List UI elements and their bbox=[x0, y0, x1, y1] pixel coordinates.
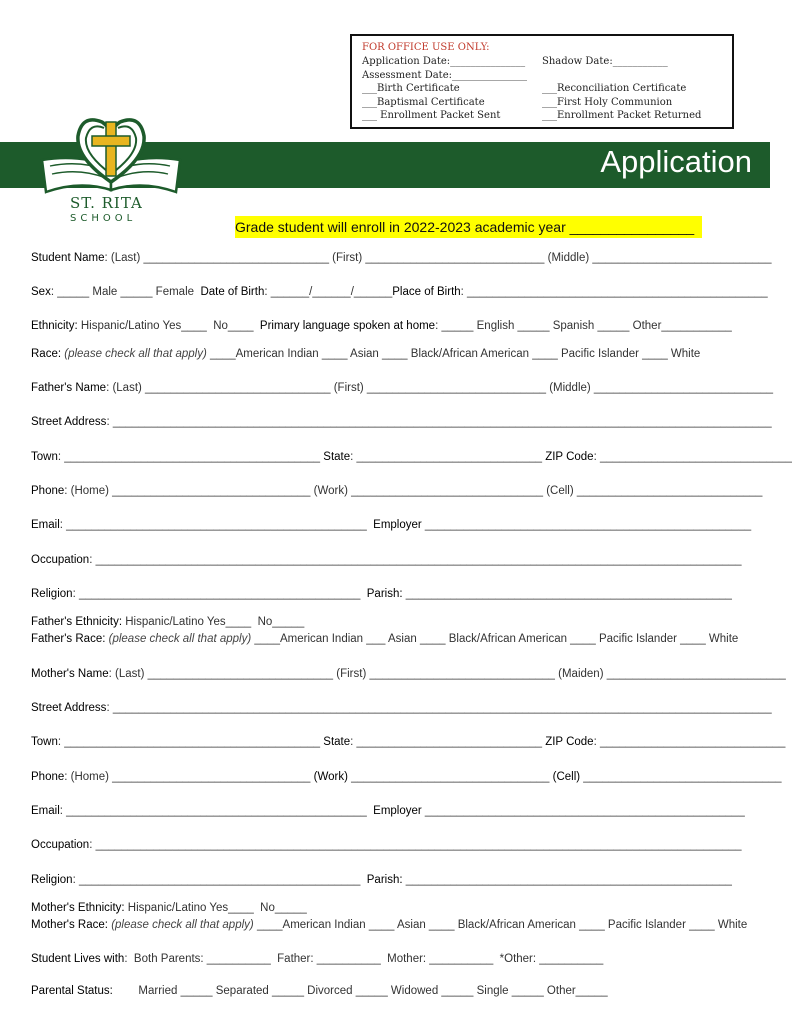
form-row bbox=[31, 874, 731, 886]
grade-enroll-field[interactable]: Grade student will enroll in 2022-2023 academic year ________________ bbox=[235, 216, 702, 238]
field-blank[interactable]: : _____________________________________________________________________________________________________ bbox=[89, 839, 742, 851]
field-label: Parental Status: bbox=[31, 985, 113, 997]
form-row bbox=[31, 348, 731, 360]
form-row bbox=[31, 519, 752, 531]
field-label: Religion bbox=[31, 588, 73, 600]
field-label: Race: bbox=[31, 348, 62, 360]
field-blank[interactable]: : (Home) _______________________________ (Work) ______________________________ (Cell) _____________________________ bbox=[64, 485, 763, 497]
field-blank[interactable]: Hispanic/Latino Yes____ No_____ bbox=[122, 616, 305, 628]
form-row bbox=[31, 485, 763, 497]
field-label: Occupation bbox=[31, 839, 90, 851]
form-row bbox=[31, 633, 739, 645]
field-label: Town bbox=[31, 736, 58, 748]
logo-school-name: ST. RITA bbox=[70, 194, 143, 212]
field-label: (Cell) bbox=[552, 771, 581, 783]
field-blank[interactable]: : _______________________________________________ bbox=[460, 286, 768, 298]
field-label: Primary language spoken at home bbox=[259, 320, 436, 332]
office-item: ___Enrollment Packet Returned bbox=[542, 110, 702, 122]
field-blank[interactable]: Married _____ Separated _____ Divorced _____ Widowed _____ Single _____ Other_____ bbox=[112, 985, 608, 997]
field-label: Town bbox=[31, 451, 58, 463]
field-label: (Work) bbox=[313, 771, 348, 783]
field-blank[interactable]: ____American Indian ___ Asian ____ Black/African American ____ Pacific Islander ____ White bbox=[251, 633, 739, 645]
office-column-left bbox=[362, 55, 527, 123]
field-label: Street Address bbox=[31, 702, 107, 714]
field-blank[interactable]: ____American Indian ____ Asian ____ Black/African American ____ Pacific Islander ____ White bbox=[206, 348, 701, 360]
field-blank[interactable]: : Both Parents: __________ Father: __________ Mother: __________ *Other: __________ bbox=[124, 953, 604, 965]
field-label: Employer bbox=[373, 519, 422, 531]
field-label: Mother's Ethnicity: bbox=[31, 902, 125, 914]
form-row bbox=[31, 702, 772, 714]
field-blank[interactable]: Hispanic/Latino Yes____ No_____ bbox=[124, 902, 307, 914]
field-blank[interactable]: : (Last) _____________________________ (First) ____________________________ (Middle) ____________________________ bbox=[106, 382, 774, 394]
field-label: Father's Ethnicity: bbox=[31, 616, 123, 628]
form-row bbox=[31, 416, 772, 428]
office-column-right bbox=[542, 55, 701, 123]
field-blank[interactable]: : ______________________________ bbox=[593, 451, 792, 463]
office-item: Application Date:_______________ bbox=[362, 56, 526, 67]
field-blank[interactable]: : ________________________________________ bbox=[57, 736, 324, 748]
field-label: State bbox=[323, 451, 351, 463]
field-label: Email bbox=[31, 805, 60, 817]
field-label: Employer bbox=[373, 805, 422, 817]
office-use-box bbox=[350, 34, 734, 129]
office-item: ___Baptismal Certificate bbox=[362, 96, 485, 108]
field-blank[interactable]: : _____________________________________________________________________________________________________ bbox=[89, 554, 742, 566]
field-label: Student Name bbox=[31, 252, 105, 264]
field-label: State bbox=[323, 736, 351, 748]
form-row bbox=[31, 252, 772, 264]
field-blank[interactable]: : ______/______/______ bbox=[264, 286, 393, 298]
field-blank[interactable]: ___________________________________________________ bbox=[402, 874, 732, 886]
field-blank[interactable]: : _____ Male _____ Female bbox=[50, 286, 201, 298]
field-blank[interactable]: : (Home) _______________________________ bbox=[64, 771, 314, 783]
form-row bbox=[31, 320, 731, 332]
form-row bbox=[31, 736, 786, 748]
form-row bbox=[31, 919, 748, 931]
field-label: Ethnicity: bbox=[31, 320, 78, 332]
office-heading: FOR OFFICE USE ONLY: bbox=[362, 42, 490, 53]
field-blank[interactable]: : _______________________________________________________________________________________________________ bbox=[106, 416, 772, 428]
field-label: Religion bbox=[31, 874, 73, 886]
field-blank[interactable]: : _____________________________ bbox=[593, 736, 786, 748]
field-label: ZIP Code bbox=[545, 451, 594, 463]
field-blank[interactable]: ___________________________________________________ bbox=[421, 519, 752, 531]
field-label: Parish: bbox=[366, 874, 403, 886]
field-label: Parish: bbox=[366, 588, 403, 600]
field-label: ZIP Code bbox=[545, 736, 594, 748]
field-blank[interactable]: : (Last) _____________________________ (First) _____________________________ (Maiden) ____________________________ bbox=[108, 668, 786, 680]
field-label: Date of Birth bbox=[200, 286, 265, 298]
field-blank[interactable]: _______________________________ bbox=[580, 771, 782, 783]
field-blank[interactable]: ___________________________________________________ bbox=[402, 588, 732, 600]
field-blank[interactable]: : _____________________________ bbox=[350, 736, 546, 748]
form-row bbox=[31, 805, 745, 817]
form-row bbox=[31, 588, 731, 600]
page-title: Application bbox=[600, 144, 752, 179]
field-label: Place of Birth bbox=[392, 286, 461, 298]
field-label: Student Lives with bbox=[31, 953, 125, 965]
field-blank[interactable]: __________________________________________________ bbox=[421, 805, 745, 817]
field-label: Father's Race: bbox=[31, 633, 106, 645]
field-blank[interactable]: : (Last) _____________________________ (First) ____________________________ (Middle) ____________________________ bbox=[104, 252, 772, 264]
field-blank[interactable]: : _____ English _____ Spanish _____ Other___________ bbox=[435, 320, 732, 332]
field-label: Mother's Race: bbox=[31, 919, 108, 931]
field-label: Phone bbox=[31, 771, 65, 783]
office-item: Assessment Date:_______________ bbox=[362, 69, 527, 81]
field-blank[interactable]: : ____________________________________________ bbox=[72, 874, 367, 886]
form-row bbox=[31, 451, 792, 463]
field-hint: (please check all that apply) bbox=[108, 633, 252, 645]
office-item: ___First Holy Communion bbox=[542, 96, 673, 108]
field-blank[interactable]: : _______________________________________________ bbox=[59, 519, 374, 531]
form-row bbox=[31, 382, 774, 394]
field-label: Phone bbox=[31, 485, 65, 497]
form-row bbox=[31, 985, 731, 997]
form-row bbox=[31, 839, 742, 851]
field-blank[interactable]: ____American Indian ____ Asian ____ Black/African American ____ Pacific Islander ____ White bbox=[253, 919, 748, 931]
field-label: Street Address bbox=[31, 416, 107, 428]
field-blank[interactable]: : _____________________________ bbox=[350, 451, 546, 463]
field-blank[interactable]: : ________________________________________ bbox=[57, 451, 324, 463]
form-row bbox=[31, 771, 782, 783]
field-hint: (please check all that apply) bbox=[64, 348, 207, 360]
form-row bbox=[31, 286, 768, 298]
field-blank[interactable]: _______________________________ bbox=[347, 771, 553, 783]
field-label: Sex bbox=[31, 286, 51, 298]
field-blank[interactable]: : ____________________________________________ bbox=[72, 588, 367, 600]
field-blank[interactable]: : _______________________________________________ bbox=[59, 805, 374, 817]
office-item: ___Reconciliation Certificate bbox=[542, 83, 687, 95]
logo-school-word: SCHOOL bbox=[70, 213, 137, 224]
office-item: ___Birth Certificate bbox=[362, 83, 460, 95]
field-label: Occupation bbox=[31, 554, 90, 566]
form-row bbox=[31, 554, 742, 566]
school-logo bbox=[40, 108, 182, 228]
form-row bbox=[31, 953, 731, 965]
form-row bbox=[31, 902, 731, 914]
field-label: Mother's Name bbox=[31, 668, 109, 680]
field-label: Father's Name bbox=[31, 382, 107, 394]
form-row bbox=[31, 616, 731, 628]
field-blank[interactable]: : _______________________________________________________________________________________________________ bbox=[106, 702, 772, 714]
field-label: Email bbox=[31, 519, 60, 531]
field-blank[interactable]: Hispanic/Latino Yes____ No____ bbox=[77, 320, 260, 332]
field-hint: (please check all that apply) bbox=[111, 919, 254, 931]
office-item: Shadow Date:___________ bbox=[542, 56, 668, 67]
form-row bbox=[31, 668, 786, 680]
office-item: ___ Enrollment Packet Sent bbox=[362, 110, 501, 122]
